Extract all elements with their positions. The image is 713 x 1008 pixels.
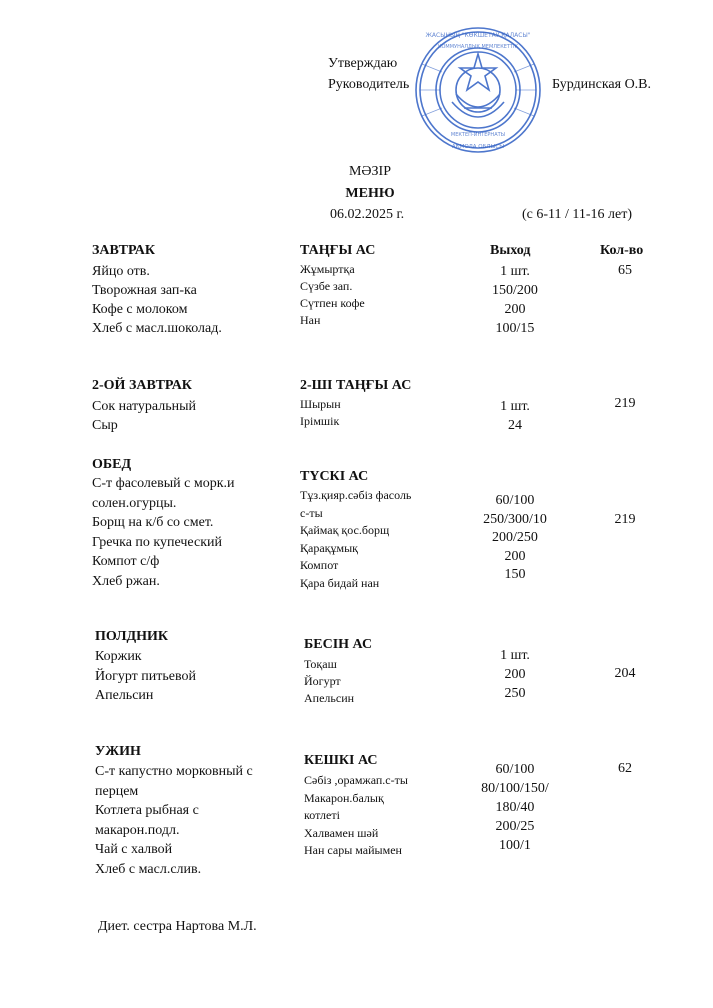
list-item: Қаймақ қос.борщ bbox=[300, 523, 390, 537]
output-value: 200 bbox=[504, 302, 526, 317]
lunch-kz-items bbox=[300, 487, 411, 592]
dietitian-signature: Диет. сестра Нартова М.Л. bbox=[98, 919, 257, 934]
output-value: 200/25 bbox=[495, 819, 535, 834]
list-item: Коржик bbox=[95, 649, 142, 664]
second-breakfast-ru-items bbox=[92, 397, 196, 435]
list-item: Апельсин bbox=[95, 688, 154, 703]
lunch-outputs bbox=[460, 492, 570, 585]
lunch-title-ru: ОБЕД bbox=[92, 457, 132, 472]
list-item: С-т капустно морковный с bbox=[95, 764, 253, 779]
snack-title-ru: ПОЛДНИК bbox=[95, 629, 169, 644]
list-item: Нан сары майымен bbox=[304, 843, 402, 857]
approver-role: Руководитель bbox=[328, 77, 410, 92]
list-item: Хлеб с масл.шоколад. bbox=[92, 321, 222, 336]
dinner-ru-items bbox=[95, 762, 253, 879]
list-item: Макарон.балық bbox=[304, 790, 384, 805]
output-value: 1 шт. bbox=[500, 399, 530, 414]
snack-count: 204 bbox=[614, 666, 636, 681]
list-item: Гречка по купеческий bbox=[92, 534, 222, 550]
snack-outputs bbox=[460, 646, 570, 703]
list-item: Йогурт питьевой bbox=[95, 668, 196, 684]
second-breakfast-count: 219 bbox=[614, 396, 636, 411]
dinner-title-ru: УЖИН bbox=[95, 744, 141, 759]
svg-text:ЖАСЫНЫҢ "КӨКШЕТАУ ҚАЛАСЫ": ЖАСЫНЫҢ "КӨКШЕТАУ ҚАЛАСЫ" bbox=[425, 32, 531, 39]
output-value: 100/1 bbox=[499, 838, 531, 853]
list-item: перцем bbox=[95, 783, 139, 799]
output-value: 150/200 bbox=[492, 283, 538, 298]
list-item: Творожная зап-ка bbox=[92, 283, 197, 298]
lunch-ru-items bbox=[92, 474, 235, 591]
output-value: 60/100 bbox=[495, 762, 535, 777]
svg-text:АҚМОЛА ОБЛЫСЫ: АҚМОЛА ОБЛЫСЫ bbox=[451, 144, 505, 150]
output-value: 24 bbox=[508, 418, 522, 433]
second-breakfast-title-ru: 2-ОЙ ЗАВТРАК bbox=[92, 378, 192, 393]
output-value: 200 bbox=[504, 667, 526, 682]
list-item: Кофе с молоком bbox=[92, 302, 188, 317]
list-item: Йогурт bbox=[304, 674, 341, 688]
age-range: (с 6-11 / 11-16 лет) bbox=[522, 207, 633, 222]
list-item: Сыр bbox=[92, 418, 118, 433]
list-item: Тоқаш bbox=[304, 657, 337, 671]
list-item: Тұз.қияр.сәбіз фасоль bbox=[300, 488, 412, 502]
snack-kz-items bbox=[304, 656, 354, 707]
snack-ru-items bbox=[95, 647, 196, 706]
menu-date: 06.02.2025 г. bbox=[330, 207, 405, 222]
svg-text:КОММУНАЛДЫҚ МЕМЛЕКЕТТІК: КОММУНАЛДЫҚ МЕМЛЕКЕТТІК bbox=[437, 44, 519, 50]
output-column-header: Выход bbox=[490, 243, 531, 258]
breakfast-ru-items bbox=[92, 262, 222, 338]
breakfast-title-ru: ЗАВТРАК bbox=[92, 243, 156, 258]
list-item: Қарақұмық bbox=[300, 540, 358, 555]
breakfast-count: 65 bbox=[618, 263, 632, 278]
output-value: 100/15 bbox=[495, 321, 535, 336]
output-value: 180/40 bbox=[495, 800, 535, 815]
lunch-title-kz: ТҮСКІ АС bbox=[300, 469, 369, 484]
svg-text:МЕКТЕП-ИНТЕРНАТЫ: МЕКТЕП-ИНТЕРНАТЫ bbox=[450, 132, 506, 138]
approve-label: Утверждаю bbox=[328, 56, 398, 71]
list-item: солен.огурцы. bbox=[92, 495, 177, 511]
list-item: Нан bbox=[300, 313, 321, 327]
lunch-count: 219 bbox=[614, 512, 636, 527]
list-item: с-ты bbox=[300, 505, 323, 520]
list-item: Апельсин bbox=[304, 691, 355, 705]
list-item: Халвамен шәй bbox=[304, 825, 379, 840]
output-value: 80/100/150/ bbox=[481, 781, 549, 796]
list-item: Компот bbox=[300, 558, 339, 572]
output-value: 1 шт. bbox=[500, 264, 530, 279]
menu-title-ru: МЕНЮ bbox=[345, 186, 395, 201]
list-item: Котлета рыбная с bbox=[95, 803, 199, 818]
list-item: Сүзбе зап. bbox=[300, 279, 353, 293]
breakfast-outputs bbox=[460, 262, 570, 338]
snack-title-kz: БЕСІН АС bbox=[304, 637, 373, 652]
list-item: Шырын bbox=[300, 397, 341, 411]
breakfast-kz-items bbox=[300, 261, 365, 329]
second-breakfast-title-kz: 2-ШІ ТАҢҒЫ АС bbox=[300, 378, 412, 393]
list-item: Борщ на к/б со смет. bbox=[92, 515, 214, 530]
output-value: 60/100 bbox=[495, 493, 535, 508]
second-breakfast-kz-items bbox=[300, 396, 341, 430]
list-item: Ірімшік bbox=[300, 414, 340, 428]
approver-name: Бурдинская О.В. bbox=[552, 77, 652, 92]
dinner-outputs bbox=[460, 760, 570, 855]
list-item: Сүтпен кофе bbox=[300, 296, 365, 310]
list-item: Хлеб ржан. bbox=[92, 573, 160, 589]
list-item: Хлеб с масл.слив. bbox=[95, 861, 202, 877]
menu-title-kz: МӘЗІР bbox=[348, 164, 392, 179]
list-item: Яйцо отв. bbox=[92, 264, 150, 279]
dinner-title-kz: КЕШКІ АС bbox=[304, 753, 378, 768]
count-column-header: Кол-во bbox=[600, 243, 644, 258]
output-value: 250 bbox=[504, 686, 526, 701]
list-item: котлеті bbox=[304, 808, 340, 822]
output-value: 250/300/10 bbox=[483, 511, 547, 527]
breakfast-title-kz: ТАҢҒЫ АС bbox=[300, 243, 376, 258]
list-item: Жұмыртқа bbox=[300, 262, 355, 276]
dinner-kz-items bbox=[304, 772, 408, 860]
list-item: Чай с халвой bbox=[95, 842, 173, 857]
list-item: Қара бидай нан bbox=[300, 575, 380, 590]
list-item: Сок натуральный bbox=[92, 399, 197, 414]
second-breakfast-outputs bbox=[460, 397, 570, 435]
dinner-count: 62 bbox=[618, 761, 632, 776]
output-value: 200/250 bbox=[492, 530, 538, 545]
output-value: 1 шт. bbox=[500, 648, 530, 663]
official-stamp-seal bbox=[412, 24, 544, 156]
list-item: Сәбіз ,орамжап.с-ты bbox=[304, 773, 408, 787]
list-item: Компот с/ф bbox=[92, 554, 160, 569]
list-item: макарон.подл. bbox=[95, 822, 180, 838]
output-value: 150 bbox=[504, 567, 526, 582]
list-item: С-т фасолевый с морк.и bbox=[92, 476, 235, 491]
output-value: 200 bbox=[504, 548, 526, 564]
